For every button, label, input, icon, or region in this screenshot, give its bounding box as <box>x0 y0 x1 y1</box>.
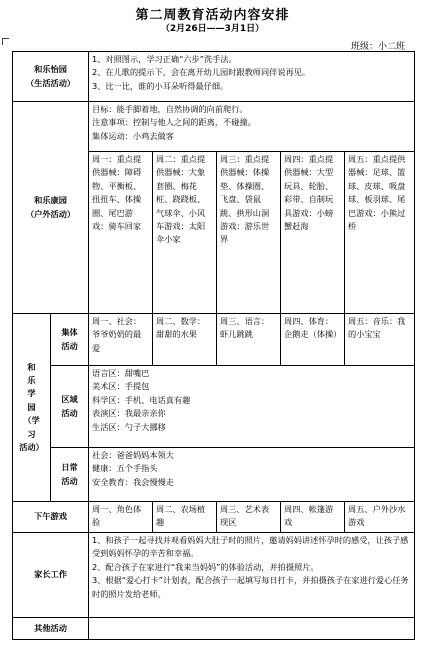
other-header: 其他活动 <box>13 618 89 640</box>
afternoon-day-thu: 周四、帐篷游戏 <box>281 502 345 533</box>
life-line: 2、在儿歌的提示下，会在离开幼儿园时跟教师同伴说再见。 <box>92 67 311 78</box>
life-content <box>89 52 415 102</box>
learning-header: 和 乐 学 园 （学 习 活动） <box>13 314 51 502</box>
afternoon-day-wed: 周三、艺术表现区 <box>217 502 281 533</box>
table-anchor-marker <box>2 38 9 45</box>
parents-content <box>89 533 415 618</box>
outdoor-day-thu: 周四：重点提供器械：大型玩具、轮胎、彩带、自制玩具游戏：小螃蟹赶海 <box>281 152 345 314</box>
parents-line: 1、和孩子一起寻找并观看妈妈大肚子时的照片，邀请妈妈讲述怀孕时的感受，让孩子感受到妈妈怀孕的辛苦和幸福。 <box>92 535 409 559</box>
daily-content <box>89 448 415 502</box>
area-line: 美术区：手提包 <box>92 381 150 392</box>
other-content <box>89 618 415 640</box>
outdoor-goal <box>89 102 415 152</box>
area-line: 语言区：甜嘴巴 <box>92 368 150 378</box>
learning-area-row <box>13 366 415 448</box>
outdoor-day-tue: 周二：重点提供器械：大象套圈、梅花桩、跷跷板、气球伞、小风车游戏：太阳伞小家 <box>153 152 217 314</box>
schedule-table <box>12 51 415 640</box>
area-content <box>89 366 415 448</box>
afternoon-row <box>13 502 415 533</box>
group-activity-label: 集体 活动 <box>51 314 89 366</box>
afternoon-day-mon: 周一、角色体验 <box>89 502 153 533</box>
area-line: 科学区：手机、电话真有趣 <box>92 394 191 405</box>
afternoon-day-tue: 周二、农场植趣 <box>153 502 217 533</box>
afternoon-header: 下午游戏 <box>13 502 89 533</box>
area-activity-label: 区域 活动 <box>51 366 89 448</box>
daily-activity-label: 日常 活动 <box>51 448 89 502</box>
outdoor-goal-row <box>13 102 415 152</box>
outdoor-goal-text: 目标：能手脚着地，自然协调的向前爬行。 <box>92 104 248 114</box>
outdoor-day-fri: 周五：重点提供器械：足球、篮球、皮球、吸盘球、板羽球、尾巴游戏：小熊过桥 <box>345 152 415 314</box>
outdoor-group-text: 集体运动：小鸡去做客 <box>92 130 174 141</box>
outdoor-day-mon: 周一：重点提供器械：障碍物、平衡板、扭扭车、体操圈、尾巴游戏：骑车回家 <box>89 152 153 314</box>
life-line: 3、比一比，谁的小耳朵听得最仔细。 <box>92 80 229 91</box>
daily-line: 社会：爸爸妈妈本领大 <box>92 450 174 460</box>
class-label: 班级：小二班 <box>350 42 405 52</box>
learning-daily-row <box>13 448 415 502</box>
group-day-mon: 周一、社会：爷爷奶奶的最爱 <box>89 314 153 366</box>
life-line: 1、对照图示，学习正确“六步”洗手法。 <box>92 54 237 64</box>
area-line: 生活区：勺子大挪移 <box>92 421 166 432</box>
life-header: 和乐怡园 （生活活动） <box>13 52 89 102</box>
outdoor-header: 和乐康园 （户外活动） <box>13 102 89 314</box>
parents-line: 2、配合孩子在家进行“我来当妈妈”的体验活动，并拍摄照片。 <box>92 561 319 572</box>
group-day-tue: 周二、数学：甜甜的水果 <box>153 314 217 366</box>
group-day-fri: 周五：音乐：我的小宝宝 <box>345 314 415 366</box>
group-day-wed: 周三、语言：虾儿跳跳 <box>217 314 281 366</box>
afternoon-day-fri: 周五、户外沙水游戏 <box>345 502 415 533</box>
parents-header: 家长工作 <box>13 533 89 618</box>
parents-line: 3、根据“爱心打卡”计划表，配合孩子一起填写每日打卡，并拍摄孩子在家进行爱心任务时的照片发给老师。 <box>92 575 409 599</box>
life-row <box>13 52 415 102</box>
date-range: （2月26日——3月1日） <box>160 24 265 34</box>
learning-group-row <box>13 314 415 366</box>
area-line: 表演区：我最亲亲你 <box>92 408 166 419</box>
daily-line: 健康：五个手指头 <box>92 463 158 474</box>
outdoor-day-wed: 周三：重点提供器械：体操垫、体操圈、飞盘、袋鼠跳、拱形山洞游戏：游乐世界 <box>217 152 281 314</box>
page-title: 第二周教育活动内容安排 <box>135 8 290 23</box>
daily-line: 安全教育：我会慢慢走 <box>92 476 174 487</box>
group-day-thu: 周四、体育：企鹅走（体操） <box>281 314 345 366</box>
parents-row <box>13 533 415 618</box>
outdoor-notes-text: 注意事项：控制与他人之间的距离，不碰撞。 <box>92 117 256 128</box>
other-row <box>13 618 415 640</box>
